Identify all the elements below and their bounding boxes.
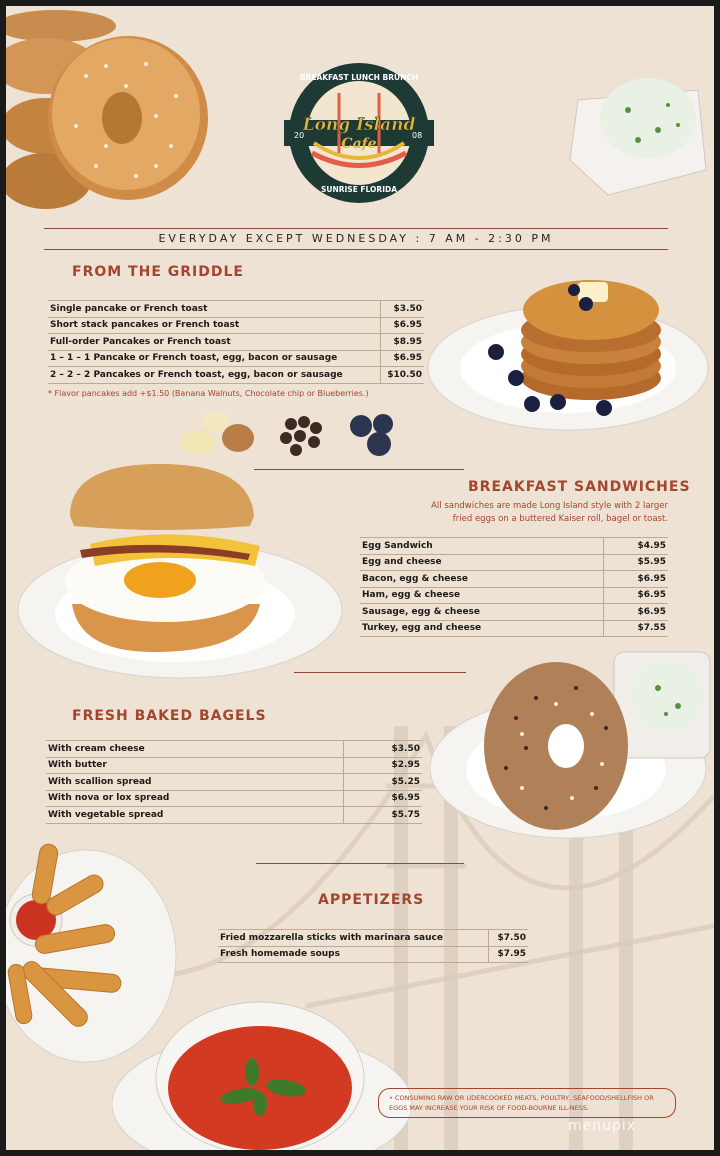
- menu-item-name: With nova or lox spread: [46, 790, 344, 807]
- menupix-watermark: menupix: [568, 1118, 637, 1134]
- bagels-menu-item: [46, 774, 422, 791]
- griddle-section-title: FROM THE GRIDDLE: [72, 264, 244, 280]
- griddle-menu-item: [48, 350, 424, 367]
- menu-item-price: $6.95: [603, 587, 668, 604]
- logo-arc-bottom: SUNRISE FLORIDA: [320, 185, 398, 194]
- appetizers-menu-table: [218, 929, 528, 963]
- menu-item-price: $4.95: [603, 538, 668, 555]
- menu-item-name: Egg Sandwich: [360, 538, 603, 555]
- sandwiches-menu-table: [360, 537, 668, 637]
- sandwiches-menu-item: [360, 554, 668, 571]
- menu-page: [6, 6, 714, 1150]
- bagels-menu-table: [46, 740, 422, 824]
- menu-item-name: Bacon, egg & cheese: [360, 571, 603, 588]
- breakfast-sandwich-image: [10, 454, 346, 680]
- menu-item-price: $3.50: [344, 741, 422, 758]
- menu-item-price: $6.95: [380, 317, 424, 334]
- menu-item-name: Fried mozzarella sticks with marinara sauce: [218, 930, 489, 947]
- sandwiches-menu-item: [360, 571, 668, 588]
- menu-item-name: Egg and cheese: [360, 554, 603, 571]
- donuts-image: [6, 6, 216, 221]
- menu-item-name: Turkey, egg and cheese: [360, 620, 603, 637]
- menu-item-price: $8.95: [380, 334, 424, 351]
- flavor-pancakes-note: * Flavor pancakes add +$1.50 (Banana Walnuts, Chocolate chip or Blueberries.): [48, 389, 369, 398]
- appetizers-menu-item: [218, 946, 528, 963]
- menu-item-name: Full-order Pancakes or French toast: [48, 334, 380, 351]
- logo-year-right: 08: [412, 131, 423, 140]
- menu-item-price: $10.50: [380, 367, 424, 384]
- menu-item-name: Short stack pancakes or French toast: [48, 317, 380, 334]
- bagels-menu-item: [46, 757, 422, 774]
- bagels-menu-item: [46, 807, 422, 824]
- menu-item-price: $5.25: [344, 774, 422, 791]
- menu-item-name: Ham, egg & cheese: [360, 587, 603, 604]
- cafe-logo: [284, 58, 434, 208]
- logo-name-line1: Long Island: [302, 115, 416, 135]
- logo-arc-top: BREAKFAST LUNCH BRUNCH: [299, 73, 419, 82]
- sandwiches-menu-item: [360, 587, 668, 604]
- sandwiches-description: [356, 500, 668, 526]
- menu-item-name: 2 – 2 – 2 Pancakes or French toast, egg, bacon or sausage: [48, 367, 380, 384]
- divider-line: [256, 863, 464, 864]
- menu-item-price: $6.95: [603, 604, 668, 621]
- menu-item-name: With butter: [46, 757, 344, 774]
- menu-item-price: $2.95: [344, 757, 422, 774]
- menu-item-name: Single pancake or French toast: [48, 301, 380, 318]
- griddle-menu-item: [48, 301, 424, 318]
- griddle-menu-item: [48, 334, 424, 351]
- bagels-section-title: FRESH BAKED BAGELS: [72, 708, 267, 724]
- menu-item-name: With scallion spread: [46, 774, 344, 791]
- appetizers-section-title: APPETIZERS: [318, 892, 425, 908]
- menu-item-price: $7.55: [603, 620, 668, 637]
- sandwiches-menu-item: [360, 538, 668, 555]
- everything-bagel-image: [426, 648, 714, 858]
- menu-item-price: $6.95: [603, 571, 668, 588]
- appetizers-menu-item: [218, 930, 528, 947]
- cream-cheese-bowl-image: [568, 50, 708, 200]
- sandwiches-menu-item: [360, 604, 668, 621]
- pancakes-image: [426, 268, 714, 440]
- food-safety-disclaimer: • CONSUMING RAW OR UDERCOOKED MEATS, POULTRY, SEAFOOD/SHELLFISH OR EGGS MAY INCREASE YOUR RISK OF FOOD-BOURNE ILL-NESS.: [378, 1088, 676, 1118]
- griddle-menu-item: [48, 317, 424, 334]
- bagels-menu-item: [46, 741, 422, 758]
- sandwiches-description-line2: fried eggs on a buttered Kaiser roll, bagel or toast.: [452, 514, 668, 524]
- menu-item-price: $5.75: [344, 807, 422, 824]
- menu-item-name: Sausage, egg & cheese: [360, 604, 603, 621]
- menu-item-price: $7.95: [489, 946, 528, 963]
- menu-item-price: $7.50: [489, 930, 528, 947]
- menu-item-name: With cream cheese: [46, 741, 344, 758]
- menu-item-price: $6.95: [380, 350, 424, 367]
- logo-year-left: 20: [294, 131, 305, 140]
- sandwiches-menu-item: [360, 620, 668, 637]
- tomato-soup-image: [110, 992, 416, 1150]
- griddle-menu-item: [48, 367, 424, 384]
- menu-item-name: Fresh homemade soups: [218, 946, 489, 963]
- sandwiches-description-line1: All sandwiches are made Long Island style with 2 larger: [431, 501, 668, 511]
- menu-item-price: $6.95: [344, 790, 422, 807]
- sandwiches-section-title: BREAKFAST SANDWICHES: [468, 479, 691, 495]
- bagels-menu-item: [46, 790, 422, 807]
- menu-item-price: $3.50: [380, 301, 424, 318]
- menu-item-price: $5.95: [603, 554, 668, 571]
- opening-hours: EVERYDAY EXCEPT WEDNESDAY : 7 AM - 2:30 PM: [44, 228, 668, 250]
- logo-name-line2: Cafe: [341, 136, 377, 152]
- griddle-menu-table: [48, 300, 424, 384]
- menu-item-name: 1 – 1 – 1 Pancake or French toast, egg, bacon or sausage: [48, 350, 380, 367]
- menu-item-name: With vegetable spread: [46, 807, 344, 824]
